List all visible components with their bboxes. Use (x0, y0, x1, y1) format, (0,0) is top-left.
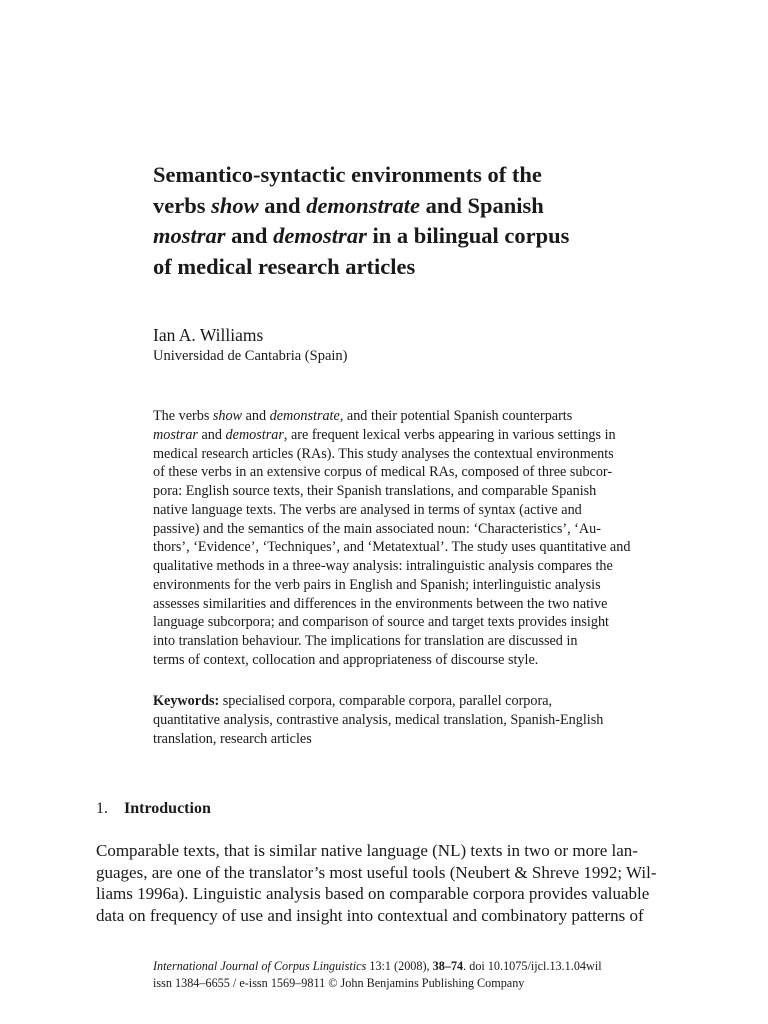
keywords-line (153, 692, 673, 711)
title-text: verbs (153, 192, 212, 218)
intro-line: Comparable texts, that is similar native language (NL) texts in two or more lan- (96, 841, 638, 860)
citation-line (153, 958, 673, 975)
title-italic: mostrar (153, 223, 226, 248)
title-text: and (258, 192, 307, 218)
abstract-line: pora: English source texts, their Spanish translations, and comparable Spanish (153, 483, 597, 499)
keywords-line: quantitative analysis, contrastive analysis, medical translation, Spanish-English (153, 712, 604, 728)
abstract-italic: demostrar (225, 426, 284, 443)
author-affiliation: Universidad de Cantabria (Spain) (153, 348, 348, 364)
abstract-text: The verbs (153, 408, 213, 424)
abstract-line: qualitative methods in a three-way analysis: intralinguistic analysis compares the (153, 558, 613, 574)
abstract-line: thors’, ‘Evidence’, ‘Techniques’, and ‘Metatextual’. The study uses quantitative and (153, 539, 631, 556)
page-range: 38–74 (432, 959, 464, 973)
intro-line: guages, are one of the translator’s most useful tools (Neubert & Shreve 1992; Wil- (96, 862, 657, 882)
abstract-line: passive) and the semantics of the main associated noun: ‘Characteristics’, ‘Au- (153, 520, 601, 537)
abstract-line: environments for the verb pairs in English and Spanish; interlinguistic analysis (153, 576, 601, 593)
author-name: Ian A. Williams (153, 325, 264, 345)
abstract-text: and (197, 426, 226, 443)
section-number: 1. (96, 800, 108, 817)
abstract-line: language subcorpora; and comparison of source and target texts provides insight (153, 614, 609, 631)
abstract-line: native language texts. The verbs are analysed in terms of syntax (active and (153, 501, 582, 518)
title-text: and (225, 223, 274, 248)
abstract-line (153, 426, 673, 445)
section-title: Introduction (124, 800, 211, 817)
keywords (153, 692, 673, 749)
abstract (153, 407, 673, 670)
journal-volume: 13:1 (2008), (366, 959, 433, 973)
title-text: of medical research articles (153, 253, 416, 279)
keywords-text: specialised corpora, comparable corpora, parallel corpora, (219, 693, 553, 709)
abstract-text: , are frequent lexical verbs appearing in various settings in (283, 426, 616, 443)
article-title (153, 160, 673, 282)
abstract-text: and (242, 408, 270, 424)
title-italic: demonstrate (306, 192, 420, 218)
abstract-line: of these verbs in an extensive corpus of medical RAs, composed of three subcor- (153, 464, 613, 481)
issn-line: issn 1384–6655 / e-issn 1569–9811 © John Benjamins Publishing Company (153, 976, 525, 990)
journal-name: International Journal of Corpus Linguistics (153, 959, 367, 973)
abstract-line: terms of context, collocation and appropriateness of discourse style. (153, 651, 539, 668)
title-line (153, 252, 673, 283)
page-footer (153, 958, 673, 992)
intro-paragraph (96, 840, 676, 926)
title-text: and Spanish (419, 192, 544, 218)
title-line (153, 191, 673, 222)
title-text: in a bilingual corpus (366, 223, 570, 248)
abstract-line: medical research articles (RAs). This study analyses the contextual environments (153, 445, 614, 462)
abstract-italic: mostrar (153, 426, 198, 443)
doi: . doi 10.1075/ijcl.13.1.04wil (463, 959, 602, 973)
title-italic: demostrar (273, 223, 367, 248)
title-italic: show (211, 192, 259, 218)
abstract-line (153, 407, 673, 426)
intro-line: data on frequency of use and insight into contextual and combinatory patterns of (96, 905, 644, 925)
abstract-text: , and their potential Spanish counterparts (339, 408, 573, 424)
abstract-italic: show (212, 408, 243, 424)
keywords-line: translation, research articles (153, 731, 312, 747)
abstract-italic: demonstrate (269, 408, 340, 424)
intro-line: liams 1996a). Linguistic analysis based on comparable corpora provides valuable (96, 884, 650, 903)
keywords-label: Keywords: (153, 693, 220, 709)
title-text: Semantico-syntactic environments of the (153, 162, 542, 187)
title-line (153, 160, 673, 191)
title-line (153, 221, 673, 252)
abstract-line: into translation behaviour. The implications for translation are discussed in (153, 633, 578, 649)
section-heading (96, 798, 211, 820)
abstract-line: assesses similarities and differences in the environments between the two native (153, 595, 608, 612)
